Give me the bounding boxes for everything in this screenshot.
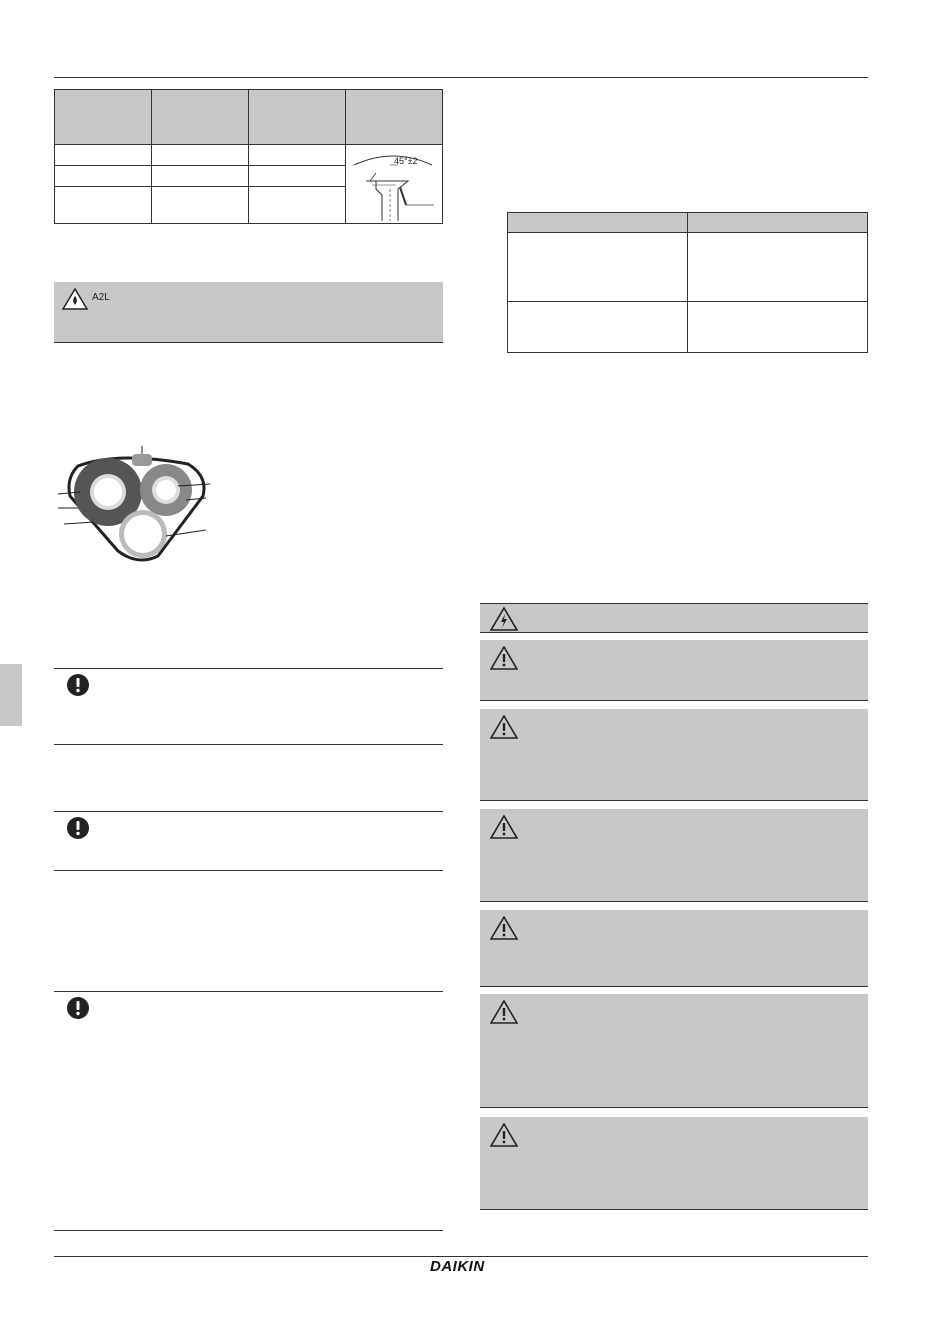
table-cell: [687, 233, 868, 302]
caution-box: [480, 910, 868, 987]
flare-angle-label: 45°±2: [394, 156, 418, 166]
flare-diagram: [346, 145, 440, 223]
cable-cross-section-diagram: [58, 446, 218, 576]
notice-rule: [54, 991, 443, 992]
table-cell: [508, 302, 688, 353]
notice-rule: [54, 1230, 443, 1231]
table-cell: [152, 145, 249, 166]
table-header-cell: [249, 90, 346, 145]
notice-rule: [54, 870, 443, 871]
caution-box: [480, 994, 868, 1108]
header-rule: [54, 77, 868, 78]
exclamation-icon: [66, 996, 90, 1020]
footer-rule: [54, 1256, 868, 1257]
notice-rule: [54, 811, 443, 812]
daikin-logo: DAIKIN: [430, 1258, 485, 1275]
caution-box: [480, 709, 868, 801]
warning-triangle-icon: [490, 916, 518, 940]
section-tab: [0, 664, 22, 726]
table-header-cell: [687, 213, 868, 233]
table-header-cell: [152, 90, 249, 145]
a2l-warning-box: [54, 282, 443, 343]
electric-danger-box: [480, 603, 868, 633]
table-cell: [55, 186, 152, 223]
warning-triangle-icon: [490, 646, 518, 670]
table-header-cell: [508, 213, 688, 233]
notice-rule: [54, 744, 443, 745]
warning-triangle-icon: [490, 815, 518, 839]
table-header-cell: [346, 90, 443, 145]
caution-box: [480, 1117, 868, 1210]
table-cell: [249, 186, 346, 223]
table-cell: [55, 165, 152, 186]
table-cell: [508, 233, 688, 302]
table-cell: [152, 165, 249, 186]
flare-diagram-cell: [346, 145, 443, 224]
flare-table: [54, 89, 443, 224]
electric-hazard-icon: [490, 607, 518, 631]
table-header-cell: [55, 90, 152, 145]
exclamation-icon: [66, 816, 90, 840]
table-cell: [687, 302, 868, 353]
exclamation-icon: [66, 673, 90, 697]
warning-triangle-icon: [490, 1000, 518, 1024]
info-table: [507, 212, 868, 353]
caution-box: [480, 640, 868, 701]
table-cell: [249, 165, 346, 186]
warning-triangle-icon: [490, 1123, 518, 1147]
warning-triangle-icon: [490, 715, 518, 739]
caution-box: [480, 809, 868, 902]
notice-rule: [54, 668, 443, 669]
flammable-warning-icon: [62, 288, 88, 310]
table-cell: [152, 186, 249, 223]
table-cell: [55, 145, 152, 166]
a2l-label: A2L: [92, 292, 110, 303]
table-cell: [249, 145, 346, 166]
